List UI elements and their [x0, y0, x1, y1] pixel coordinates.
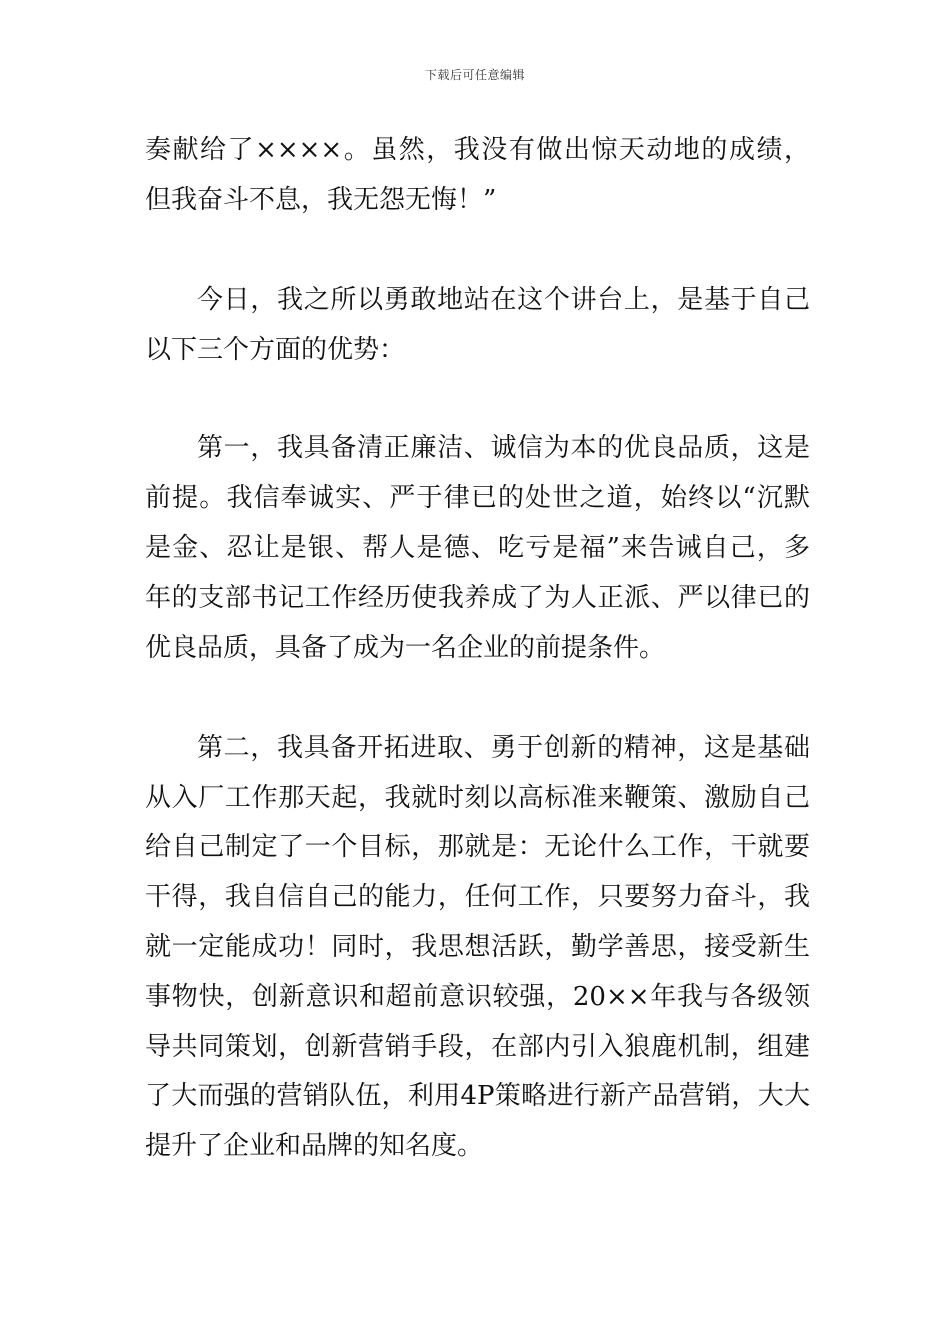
paragraph-2-line-2: 以下三个方面的优势： — [145, 335, 406, 365]
header-note: 下载后可任意编辑 — [424, 68, 525, 82]
paragraph-3-line-2: 前提。我信奉诚实、严于律已的处世之道，始终以“沉默 — [145, 483, 810, 513]
paragraph-3-line-1: 第一，我具备清正廉洁、诚信为本的优良品质，这是 — [197, 433, 810, 463]
paragraph-3-line-3: 是金、忍让是银、帮人是德、吃亏是福”来告诫自己，多 — [145, 533, 810, 563]
paragraph-1-line-1: 奏献给了××××。虽然，我没有做出惊天动地的成绩， — [145, 135, 810, 165]
paragraph-4-line-6: 事物快，创新意识和超前意识较强，20××年我与各级领 — [145, 982, 810, 1012]
paragraph-3-line-5: 优良品质，具备了成为一名企业的前提条件。 — [145, 633, 666, 663]
paragraph-4-line-2: 从入厂工作那天起，我就时刻以高标准来鞭策、激励自己 — [145, 783, 810, 813]
paragraph-4-line-1: 第二，我具备开拓进取、勇于创新的精神，这是基础 — [197, 733, 810, 763]
paragraph-4-line-9: 提升了企业和品牌的知名度。 — [145, 1131, 484, 1161]
paragraph-3-line-4: 年的支部书记工作经历使我养成了为人正派、严以律已的 — [145, 583, 810, 613]
paragraph-4-line-4: 干得，我自信自己的能力，任何工作，只要努力奋斗，我 — [145, 882, 810, 912]
paragraph-2-line-1: 今日，我之所以勇敢地站在这个讲台上，是基于自己 — [197, 285, 810, 315]
paragraph-4-line-3: 给自己制定了一个目标，那就是：无论什么工作，干就要 — [145, 832, 810, 862]
paragraph-4-line-8: 了大而强的营销队伍，利用4P策略进行新产品营销，大大 — [145, 1081, 810, 1111]
paragraph-4-line-5: 就一定能成功！同时，我思想活跃，勤学善思，接受新生 — [145, 932, 810, 962]
paragraph-4-line-7: 导共同策划，创新营销手段，在部内引入狼鹿机制，组建 — [145, 1032, 810, 1062]
paragraph-1-line-2: 但我奋斗不息，我无怨无悔！” — [145, 185, 497, 215]
